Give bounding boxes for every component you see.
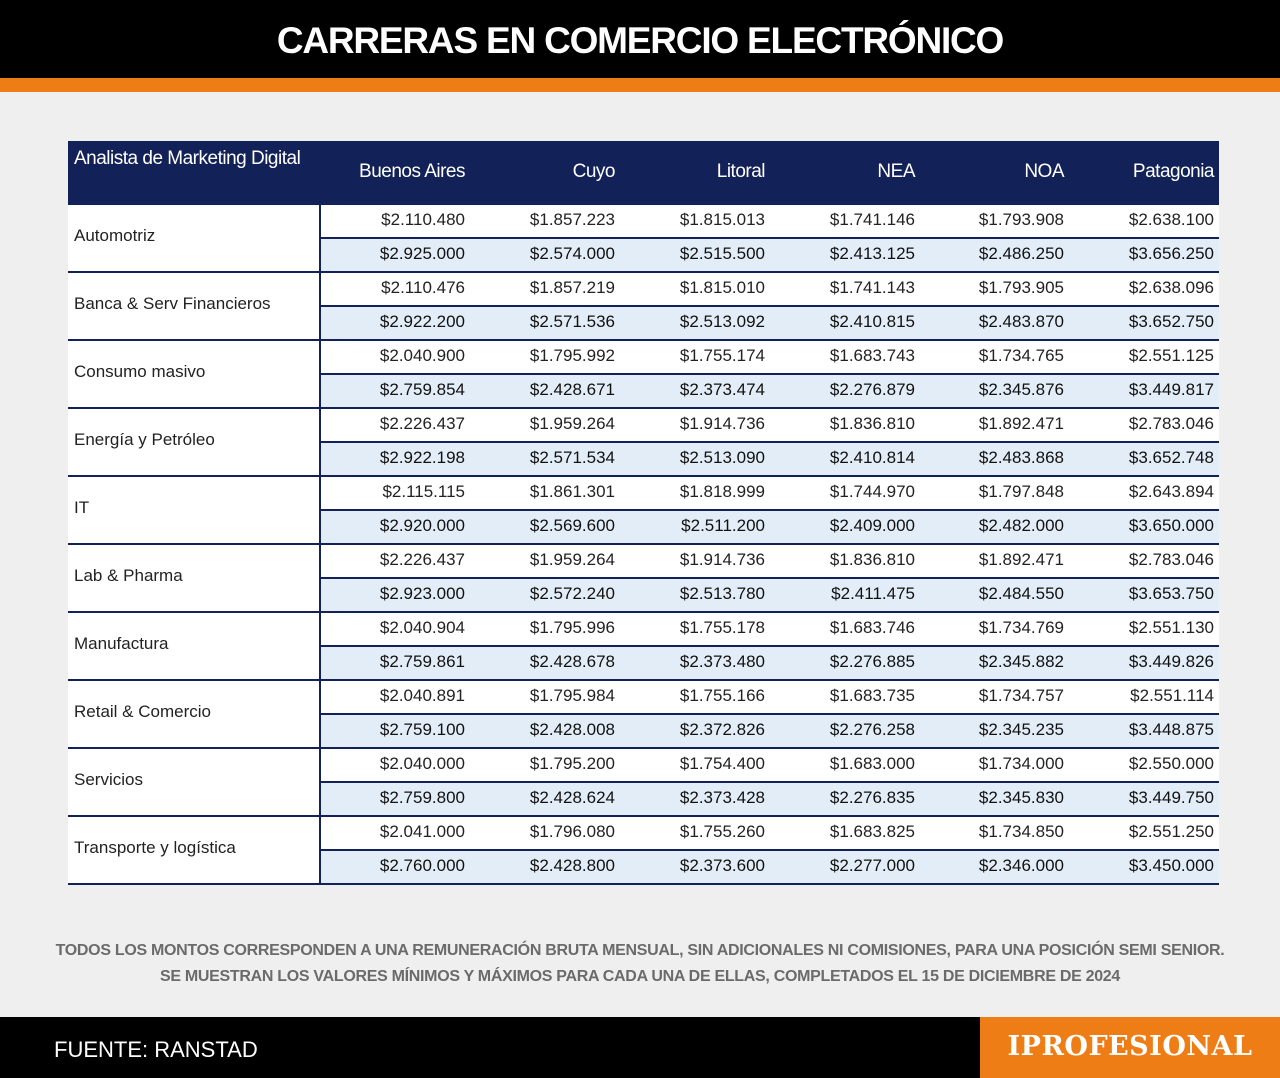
row-header-label: Analista de Marketing Digital: [74, 148, 301, 169]
sector-label: Banca & Serv Financieros: [68, 273, 320, 341]
table-row-group: [68, 409, 1219, 477]
table-cell: $1.683.000: [829, 754, 915, 773]
table-cell: $2.572.240: [529, 584, 615, 603]
table-cell: $2.345.830: [978, 788, 1064, 807]
table-cell: $2.226.437: [379, 414, 465, 433]
table-cell: $2.925.000: [379, 244, 465, 263]
column-divider: [319, 273, 321, 341]
table-row-max: [321, 375, 1219, 409]
table-cell: $1.744.970: [829, 482, 915, 501]
table-cell: $2.428.008: [529, 720, 615, 739]
table-cell: $1.683.735: [829, 686, 915, 705]
table-cell: $1.795.996: [529, 618, 615, 637]
table-cell: $2.759.800: [379, 788, 465, 807]
footnote-line-1: TODOS LOS MONTOS CORRESPONDEN A UNA REMUNERACIÓN BRUTA MENSUAL, SIN ADICIONALES NI COMISIONES, PARA UNA POSICIÓN SEMI SENIOR.: [55, 942, 1225, 959]
table-cell: $2.569.600: [529, 516, 615, 535]
table-row-min: [321, 749, 1219, 783]
table-cell: $2.638.096: [1128, 278, 1214, 297]
table-cell: $2.345.876: [978, 380, 1064, 399]
table-cell: $1.755.260: [679, 822, 765, 841]
table-header: [68, 141, 1219, 205]
table-cell: $1.795.984: [529, 686, 615, 705]
table-cell: $2.040.000: [379, 754, 465, 773]
footnote-line-2: SE MUESTRAN LOS VALORES MÍNIMOS Y MÁXIMOS PARA CADA UNA DE ELLAS, COMPLETADOS EL 15 DE DICIEMBRE DE 2024: [159, 968, 1121, 985]
footer-bar: [0, 1017, 1280, 1078]
table-row-group: [68, 817, 1219, 885]
table-cell: $2.643.894: [1128, 482, 1214, 501]
table-row-group: [68, 681, 1219, 749]
column-header: Patagonia: [1132, 161, 1214, 182]
sector-label: Manufactura: [68, 613, 320, 681]
table-row-max: [321, 511, 1219, 545]
sector-label: Automotriz: [68, 205, 320, 273]
table-cell: $1.734.757: [978, 686, 1064, 705]
column-divider: [319, 409, 321, 477]
source-credit: FUENTE: RANSTAD: [54, 1037, 258, 1062]
table-cell: $3.448.875: [1128, 720, 1214, 739]
table-cell: $3.650.000: [1128, 516, 1214, 535]
table-cell: $1.734.769: [978, 618, 1064, 637]
table-cell: $2.428.624: [529, 788, 615, 807]
table-cell: $2.040.900: [379, 346, 465, 365]
table-row-group: [68, 749, 1219, 817]
table-row-group: [68, 341, 1219, 409]
table-row-group: [68, 545, 1219, 613]
table-row-min: [321, 409, 1219, 443]
table-cell: $2.372.826: [679, 720, 765, 739]
sector-label: Energía y Petróleo: [68, 409, 320, 477]
table-cell: $2.276.258: [829, 720, 915, 739]
table-cell: $2.276.835: [829, 788, 915, 807]
table-cell: $2.551.250: [1128, 822, 1214, 841]
table-cell: $1.836.810: [829, 550, 915, 569]
table-cell: $2.482.000: [978, 516, 1064, 535]
table-cell: $2.373.600: [679, 856, 765, 875]
table-cell: $2.513.092: [679, 312, 765, 331]
table-cell: $1.683.825: [829, 822, 915, 841]
table-row-min: [321, 545, 1219, 579]
table-cell: $2.783.046: [1128, 550, 1214, 569]
table-cell: $1.818.999: [679, 482, 765, 501]
table-cell: $1.959.264: [529, 414, 615, 433]
table-row-group: [68, 205, 1219, 273]
table-cell: $2.428.678: [529, 652, 615, 671]
table-cell: $2.922.198: [379, 448, 465, 467]
table-row-group: [68, 613, 1219, 681]
table-cell: $2.551.130: [1128, 618, 1214, 637]
table-cell: $2.483.870: [978, 312, 1064, 331]
table-row-min: [321, 273, 1219, 307]
table-cell: $2.413.125: [829, 244, 915, 263]
table-cell: $2.110.476: [381, 278, 465, 297]
sector-label: Servicios: [68, 749, 320, 817]
table-cell: $1.861.301: [529, 482, 615, 501]
table-cell: $2.277.000: [829, 856, 915, 875]
column-header: Cuyo: [572, 161, 615, 182]
table-cell: $1.755.178: [679, 618, 765, 637]
column-divider: [319, 477, 321, 545]
table-cell: $2.373.480: [679, 652, 765, 671]
sector-label: IT: [68, 477, 320, 545]
table-cell: $2.428.800: [529, 856, 615, 875]
sector-label: Transporte y logística: [68, 817, 320, 885]
table-cell: $2.483.868: [978, 448, 1064, 467]
column-divider: [319, 749, 321, 817]
table-cell: $2.574.000: [529, 244, 615, 263]
column-divider: [319, 205, 321, 273]
table-row-max: [321, 851, 1219, 885]
table-cell: $1.796.080: [529, 822, 615, 841]
column-divider: [319, 341, 321, 409]
sector-label: Lab & Pharma: [68, 545, 320, 613]
table-cell: $2.759.861: [379, 652, 465, 671]
column-header: NEA: [877, 161, 915, 182]
table-cell: $1.741.143: [829, 278, 915, 297]
table-cell: $2.920.000: [379, 516, 465, 535]
table-cell: $1.734.000: [978, 754, 1064, 773]
table-cell: $2.513.780: [679, 584, 765, 603]
table-row-min: [321, 341, 1219, 375]
table-cell: $2.922.200: [379, 312, 465, 331]
table-cell: $2.783.046: [1128, 414, 1214, 433]
table-cell: $3.656.250: [1128, 244, 1214, 263]
table-cell: $2.551.114: [1130, 686, 1214, 705]
table-cell: $1.959.264: [529, 550, 615, 569]
table-cell: $3.449.817: [1128, 380, 1214, 399]
table-cell: $3.450.000: [1128, 856, 1214, 875]
table-row-min: [321, 205, 1219, 239]
table-cell: $2.923.000: [379, 584, 465, 603]
sector-label: Consumo masivo: [68, 341, 320, 409]
table-cell: $1.734.850: [978, 822, 1064, 841]
table-cell: $2.759.854: [379, 380, 465, 399]
table-cell: $1.892.471: [978, 550, 1064, 569]
table-cell: $2.345.235: [978, 720, 1064, 739]
table-cell: $2.410.814: [829, 448, 915, 467]
table-cell: $1.795.992: [529, 346, 615, 365]
table-cell: $1.815.010: [679, 278, 765, 297]
table-cell: $2.486.250: [978, 244, 1064, 263]
salary-table: [68, 141, 1219, 885]
table-cell: $2.513.090: [679, 448, 765, 467]
column-divider: [319, 817, 321, 885]
table-cell: $3.652.750: [1128, 312, 1214, 331]
table-cell: $1.683.746: [829, 618, 915, 637]
table-cell: $3.449.826: [1128, 652, 1214, 671]
table-cell: $2.411.475: [831, 584, 915, 603]
table-cell: $2.409.000: [829, 516, 915, 535]
table-cell: $1.795.200: [529, 754, 615, 773]
table-cell: $2.276.879: [829, 380, 915, 399]
column-divider: [319, 681, 321, 749]
table-cell: $2.040.904: [379, 618, 465, 637]
table-cell: $2.551.125: [1128, 346, 1214, 365]
table-cell: $2.515.500: [679, 244, 765, 263]
table-cell: $1.892.471: [978, 414, 1064, 433]
table-cell: $1.857.223: [529, 210, 615, 229]
table-cell: $1.741.146: [829, 210, 915, 229]
table-cell: $2.638.100: [1128, 210, 1214, 229]
column-divider: [319, 545, 321, 613]
table-cell: $2.484.550: [978, 584, 1064, 603]
table-cell: $2.373.428: [679, 788, 765, 807]
table-cell: $2.226.437: [379, 550, 465, 569]
table-cell: $2.759.100: [379, 720, 465, 739]
table-cell: $1.797.848: [978, 482, 1064, 501]
table-cell: $2.346.000: [978, 856, 1064, 875]
brand-logo: [980, 1017, 1280, 1078]
table-cell: $3.449.750: [1128, 788, 1214, 807]
table-cell: $2.428.671: [529, 380, 615, 399]
table-cell: $1.836.810: [829, 414, 915, 433]
table-row-max: [321, 647, 1219, 681]
table-row-min: [321, 613, 1219, 647]
table-row-group: [68, 273, 1219, 341]
table-cell: $1.793.905: [978, 278, 1064, 297]
accent-divider: [0, 78, 1280, 92]
table-cell: $1.755.174: [679, 346, 765, 365]
table-row-max: [321, 443, 1219, 477]
table-cell: $2.345.882: [978, 652, 1064, 671]
table-body: [68, 205, 1219, 885]
table-cell: $1.734.765: [978, 346, 1064, 365]
table-row-max: [321, 579, 1219, 613]
sector-label: Retail & Comercio: [68, 681, 320, 749]
table-cell: $3.653.750: [1128, 584, 1214, 603]
footnote: [0, 938, 1280, 990]
table-cell: $2.276.885: [829, 652, 915, 671]
table-cell: $1.683.743: [829, 346, 915, 365]
table-row-group: [68, 477, 1219, 545]
table-cell: $2.041.000: [379, 822, 465, 841]
table-cell: $2.373.474: [679, 380, 765, 399]
table-cell: $2.511.200: [681, 516, 765, 535]
column-header: Litoral: [716, 161, 765, 182]
column-header: NOA: [1024, 161, 1064, 182]
table-cell: $1.914.736: [679, 414, 765, 433]
table-row-min: [321, 681, 1219, 715]
table-cell: $1.755.166: [679, 686, 765, 705]
table-row-max: [321, 715, 1219, 749]
table-cell: $1.793.908: [978, 210, 1064, 229]
table-cell: $2.115.115: [382, 482, 465, 501]
table-cell: $2.110.480: [381, 210, 465, 229]
table-cell: $2.571.534: [529, 448, 615, 467]
table-row-min: [321, 477, 1219, 511]
brand-logo-text: IPROFESIONAL: [1007, 1031, 1253, 1062]
table-cell: $1.914.736: [679, 550, 765, 569]
table-cell: $3.652.748: [1128, 448, 1214, 467]
table-cell: $2.571.536: [529, 312, 615, 331]
table-cell: $2.040.891: [379, 686, 465, 705]
table-cell: $1.754.400: [679, 754, 765, 773]
table-row-max: [321, 239, 1219, 273]
table-cell: $1.857.219: [529, 278, 615, 297]
table-row-max: [321, 783, 1219, 817]
header-bar: [0, 0, 1280, 78]
table-cell: $2.410.815: [829, 312, 915, 331]
table-cell: $1.815.013: [679, 210, 765, 229]
table-cell: $2.550.000: [1128, 754, 1214, 773]
table-row-min: [321, 817, 1219, 851]
column-header: Buenos Aires: [359, 161, 465, 182]
column-divider: [319, 613, 321, 681]
table-cell: $2.760.000: [379, 856, 465, 875]
page-title: CARRERAS EN COMERCIO ELECTRÓNICO: [276, 20, 1004, 61]
table-row-max: [321, 307, 1219, 341]
